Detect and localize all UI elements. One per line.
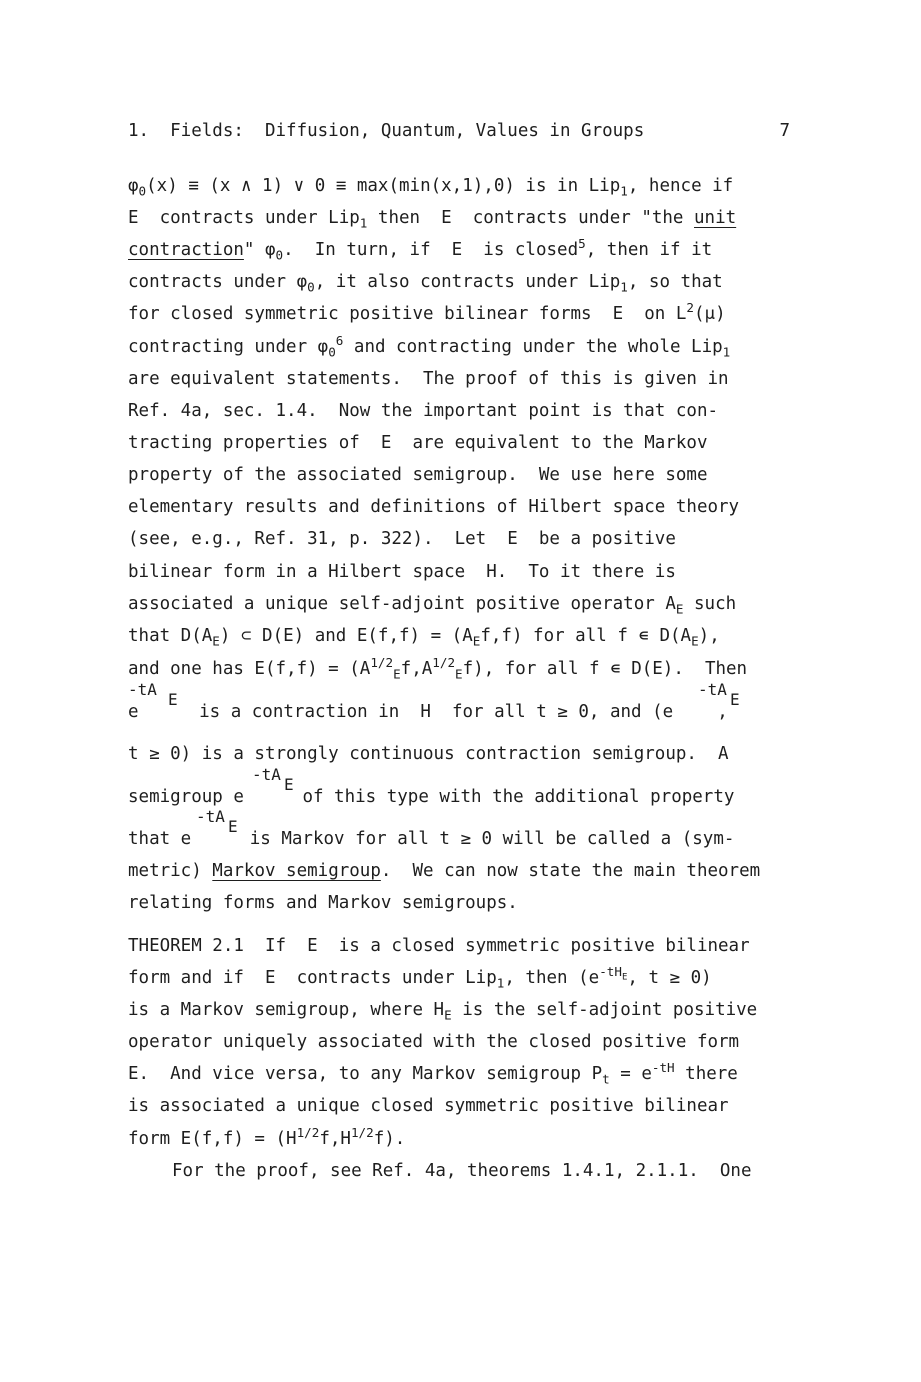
text-line: bilinear form in a Hilbert space H. To it there is [128, 562, 676, 582]
text-line: is a Markov semigroup, where $H_E$ is the self-adjoint positive [128, 1000, 758, 1023]
text-line: (see, e.g., Ref. 31, p. 322). Let E be a positive [128, 529, 676, 549]
text-line: property of the associated semigroup. We use here some [128, 465, 708, 485]
text-line: THEOREM 2.1 If E is a closed symmetric positive bilinear [128, 936, 750, 956]
text-line: E. And vice versa, to any Markov semigroup $P_t = e^{-tH}$ there [128, 1060, 738, 1087]
text-line: Ref. 4a, sec. 1.4. Now the important point is that con- [128, 401, 719, 421]
text-line: metric) Markov semigroup. We can now state the main theorem [128, 861, 761, 881]
text-line: are equivalent statements. The proof of this is given in [128, 369, 729, 389]
text-line: contraction" $\varphi_0$. In turn, if E is closed$^5$, then if it [128, 236, 713, 263]
text-line: is associated a unique closed symmetric positive bilinear [128, 1096, 729, 1116]
footnote-ref: 5 [578, 236, 586, 252]
text-line: for closed symmetric positive bilinear forms E on $L^2(\mu)$ [128, 300, 726, 324]
text-line: For the proof, see Ref. 4a, theorems 1.4.1, 2.1.1. One [172, 1161, 752, 1181]
text-line: tracting properties of E are equivalent to the Markov [128, 433, 708, 453]
text-line: E contracts under Lip$_1$ then E contracts under "the unit [128, 208, 737, 231]
text-line: e is a contraction in H for all t ≥ 0, and (e , [128, 702, 728, 722]
text-line: contracting under $\varphi_0^6$ and contracting under the whole Lip$_1$ [128, 333, 731, 360]
text-line: $\varphi_0(x) \equiv (x$ ∧ 1) ∨ 0 ≡ max(min(x,1),0) is in Lip$_1$, hence if [128, 176, 734, 199]
footnote-ref: 6 [335, 333, 344, 349]
text-line: t ≥ 0) is a strongly continuous contraction semigroup. A [128, 744, 729, 764]
text-line: operator uniquely associated with the closed positive form [128, 1032, 740, 1052]
text-line: and one has $E(f,f) = (A^{1/2}_Ef,A^{1/2}_Ef)$, for all f ∊ D(E). Then [128, 655, 748, 682]
text-line: relating forms and Markov semigroups. [128, 893, 518, 913]
exponent-line: -tA E [252, 765, 294, 794]
text-line: semigroup e of this type with the additional property [128, 787, 735, 807]
exponent-line: -tA E -tA E [128, 680, 740, 709]
running-header [128, 121, 790, 145]
exponent-line: -tA E [196, 807, 238, 836]
text-line: contracts under $\varphi_0$, it also contracts under Lip$_1$, so that [128, 272, 723, 295]
text-line: that e is Markov for all t ≥ 0 will be called a (sym- [128, 829, 735, 849]
text-line: that $D(A_E)$ ⊂ D(E) and $E(f,f) = (A_Ef,f)$ for all f ∊ $D(A_E)$, [128, 626, 720, 649]
text-line: associated a unique self-adjoint positive operator $A_E$ such [128, 594, 737, 617]
page-number: 7 [779, 121, 790, 141]
running-title: 1. Fields: Diffusion, Quantum, Values in Groups [128, 121, 645, 141]
text-line: elementary results and definitions of Hilbert space theory [128, 497, 740, 517]
text-line: form $E(f,f) = (H^{1/2}f,H^{1/2}f)$. [128, 1125, 406, 1149]
text-line: form and if E contracts under Lip$_1$, then ($e^{-tH_E}$, t ≥ 0) [128, 964, 712, 991]
